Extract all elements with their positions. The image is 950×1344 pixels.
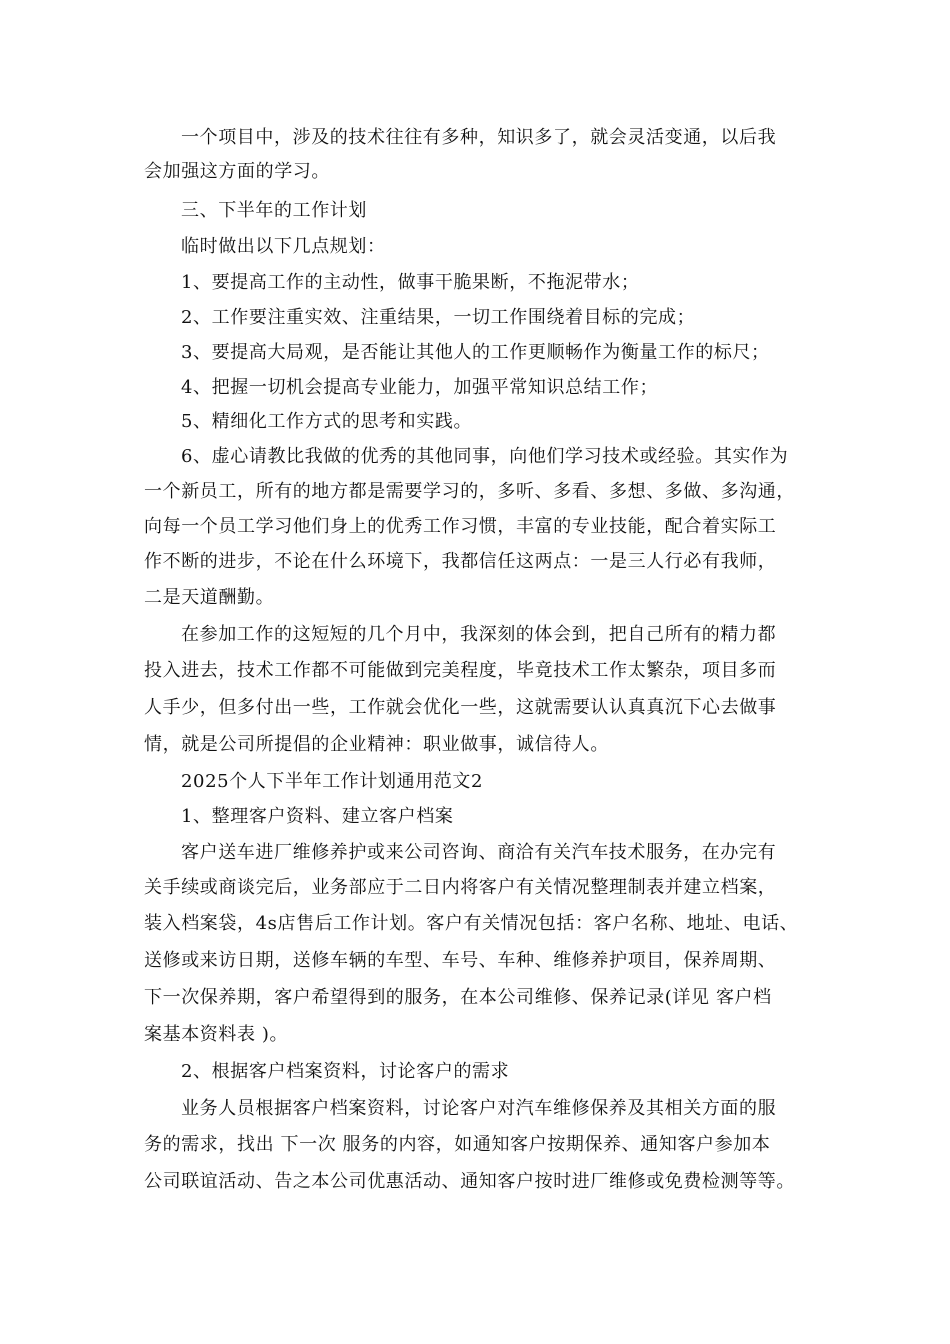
text-line: 务的需求，找出 下一次 服务的内容，如通知客户按期保养、通知客户参加本: [144, 1134, 771, 1155]
text-line: 案基本资料表 )。: [144, 1024, 289, 1045]
text-line: 向每一个员工学习他们身上的优秀工作习惯，丰富的专业技能，配合着实际工: [144, 516, 777, 537]
text-line: 人手少，但多付出一些，工作就会优化一些，这就需要认认真真沉下心去做事: [144, 697, 777, 718]
text-line: 在参加工作的这短短的几个月中，我深刻的体会到，把自己所有的精力都: [181, 624, 777, 645]
text-line: 会加强这方面的学习。: [144, 161, 330, 182]
text-line: 下一次保养期，客户希望得到的服务，在本公司维修、保养记录(详见 客户档: [144, 987, 772, 1008]
text-line: 二是天道酬勤。: [144, 587, 275, 608]
text-line: 送修或来访日期，送修车辆的车型、车号、车种、维修养护项目，保养周期、: [144, 950, 777, 971]
list-item: 2、工作要注重实效、注重结果，一切工作围绕着目标的完成；: [181, 307, 696, 328]
list-item: 1、要提高工作的主动性，做事干脆果断，不拖泥带水；: [181, 272, 640, 293]
subsection-heading: 1、整理客户资料、建立客户档案: [181, 806, 454, 827]
text-line: 情，就是公司所提倡的企业精神：职业做事，诚信待人。: [144, 734, 609, 755]
text-line: 一个新员工，所有的地方都是需要学习的，多听、多看、多想、多做、多沟通，: [144, 481, 795, 502]
subsection-heading: 2、根据客户档案资料，讨论客户的需求: [181, 1061, 510, 1082]
section-heading: 2025个人下半年工作计划通用范文2: [181, 771, 484, 792]
text-line: 一个项目中，涉及的技术往往有多种，知识多了，就会灵活变通，以后我: [181, 127, 777, 148]
text-line: 作不断的进步，不论在什么环境下，我都信任这两点：一是三人行必有我师，: [144, 551, 777, 572]
text-line: 业务人员根据客户档案资料，讨论客户对汽车维修保养及其相关方面的服: [181, 1098, 777, 1119]
list-item: 5、精细化工作方式的思考和实践。: [181, 411, 473, 432]
list-item: 3、要提高大局观，是否能让其他人的工作更顺畅作为衡量工作的标尺；: [181, 342, 770, 363]
section-heading: 三、下半年的工作计划: [181, 200, 367, 221]
text-line: 客户送车进厂维修养护或来公司咨询、商洽有关汽车技术服务，在办完有: [181, 842, 777, 863]
text-line: 投入进去，技术工作都不可能做到完美程度，毕竟技术工作太繁杂，项目多而: [144, 660, 777, 681]
text-line: 公司联谊活动、告之本公司优惠活动、通知客户按时进厂维修或免费检测等等。: [144, 1171, 795, 1192]
list-item: 4、把握一切机会提高专业能力，加强平常知识总结工作；: [181, 377, 659, 398]
list-item: 6、虚心请教比我做的优秀的其他同事，向他们学习技术或经验。其实作为: [181, 446, 789, 467]
text-line: 关手续或商谈完后，业务部应于二日内将客户有关情况整理制表并建立档案，: [144, 877, 777, 898]
text-line: 临时做出以下几点规划：: [181, 236, 386, 257]
text-line: 装入档案袋，4s店售后工作计划。客户有关情况包括：客户名称、地址、电话、: [144, 913, 799, 934]
